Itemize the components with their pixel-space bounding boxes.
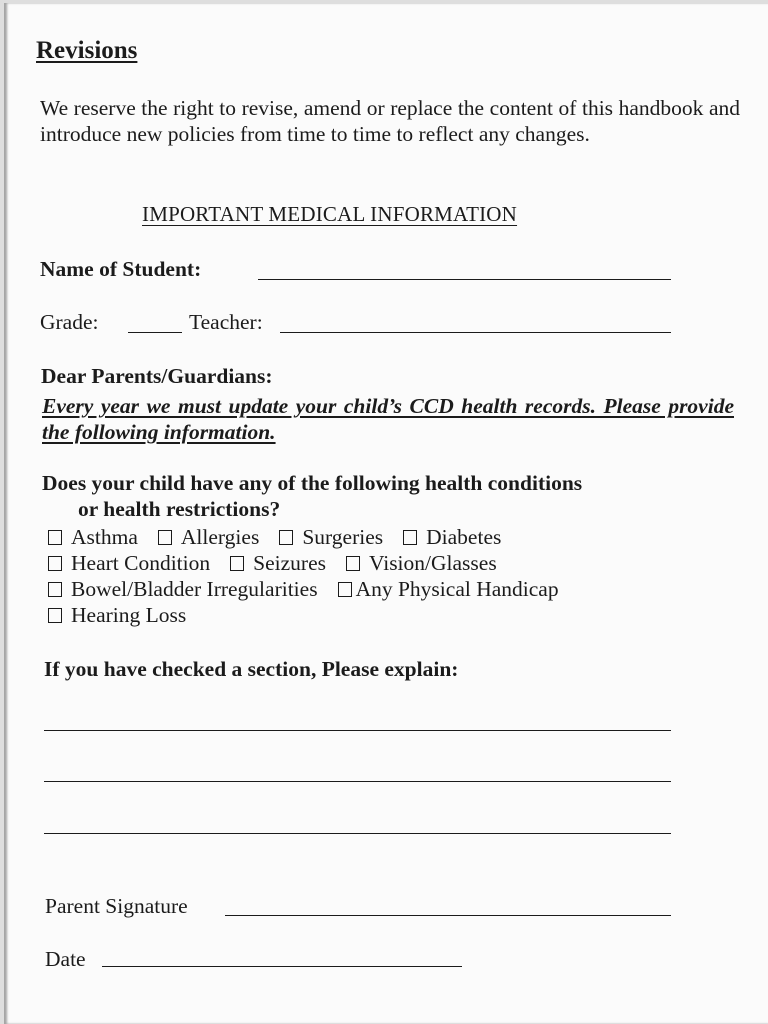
question-line-2: or health restrictions? — [78, 497, 281, 521]
condition-seizures[interactable] — [230, 551, 326, 576]
student-name-label: Name of Student: — [40, 257, 202, 281]
parent-signature-field[interactable] — [225, 915, 671, 916]
checkbox[interactable] — [158, 530, 172, 545]
checkbox[interactable] — [230, 556, 244, 571]
document-page — [4, 3, 768, 1024]
condition-diabetes[interactable] — [403, 525, 501, 550]
checkbox[interactable] — [48, 582, 62, 597]
condition-label: Vision/Glasses — [368, 551, 497, 575]
condition-allergies[interactable] — [158, 525, 259, 550]
condition-label: Hearing Loss — [71, 603, 187, 627]
condition-label: Bowel/Bladder Irregularities — [71, 577, 318, 601]
question-line-1: Does your child have any of the following health conditions — [42, 471, 583, 495]
condition-label: Heart Condition — [71, 551, 211, 575]
greeting: Dear Parents/Guardians: — [41, 364, 273, 388]
explain-line-1[interactable] — [44, 730, 671, 731]
parent-signature-label: Parent Signature — [45, 894, 188, 918]
revisions-paragraph: We reserve the right to revise, amend or replace the content of this handbook and introduce new policies from time to time to reflect any changes. — [40, 96, 740, 146]
explain-line-3[interactable] — [44, 833, 671, 834]
condition-heart[interactable] — [48, 551, 210, 576]
explain-label: If you have checked a section, Please explain: — [44, 657, 459, 681]
condition-label: Asthma — [71, 525, 138, 549]
checkbox[interactable] — [338, 582, 352, 597]
checkbox[interactable] — [279, 530, 293, 545]
form-title: IMPORTANT MEDICAL INFORMATION — [142, 202, 518, 226]
teacher-field[interactable] — [280, 332, 671, 333]
update-notice: Every year we must update your child’s CCD health records. Please provide the following information. — [42, 394, 734, 444]
condition-label: Any Physical Handicap — [355, 577, 559, 601]
date-field[interactable] — [102, 966, 462, 967]
condition-surgeries[interactable] — [279, 525, 383, 550]
condition-asthma[interactable] — [48, 525, 138, 550]
grade-label: Grade: — [40, 310, 99, 334]
condition-row-2 — [48, 551, 517, 577]
condition-vision[interactable] — [346, 551, 497, 576]
checkbox[interactable] — [48, 556, 62, 571]
condition-hearing[interactable] — [48, 603, 186, 628]
checkbox[interactable] — [403, 530, 417, 545]
condition-row-1 — [48, 525, 521, 551]
student-name-field[interactable] — [258, 279, 671, 280]
date-label: Date — [45, 947, 86, 971]
condition-label: Seizures — [253, 551, 326, 575]
condition-physical-handicap[interactable] — [338, 577, 559, 602]
condition-row-4 — [48, 603, 206, 629]
checkbox[interactable] — [346, 556, 360, 571]
health-question — [42, 470, 742, 522]
condition-label: Allergies — [180, 525, 260, 549]
condition-label: Diabetes — [426, 525, 502, 549]
condition-row-3 — [48, 577, 579, 603]
revisions-heading: Revisions — [36, 37, 138, 64]
condition-bowel-bladder[interactable] — [48, 577, 318, 602]
grade-field[interactable] — [128, 332, 182, 333]
checkbox[interactable] — [48, 608, 62, 623]
teacher-label: Teacher: — [189, 310, 263, 334]
explain-line-2[interactable] — [44, 781, 671, 782]
checkbox[interactable] — [48, 530, 62, 545]
condition-label: Surgeries — [302, 525, 384, 549]
